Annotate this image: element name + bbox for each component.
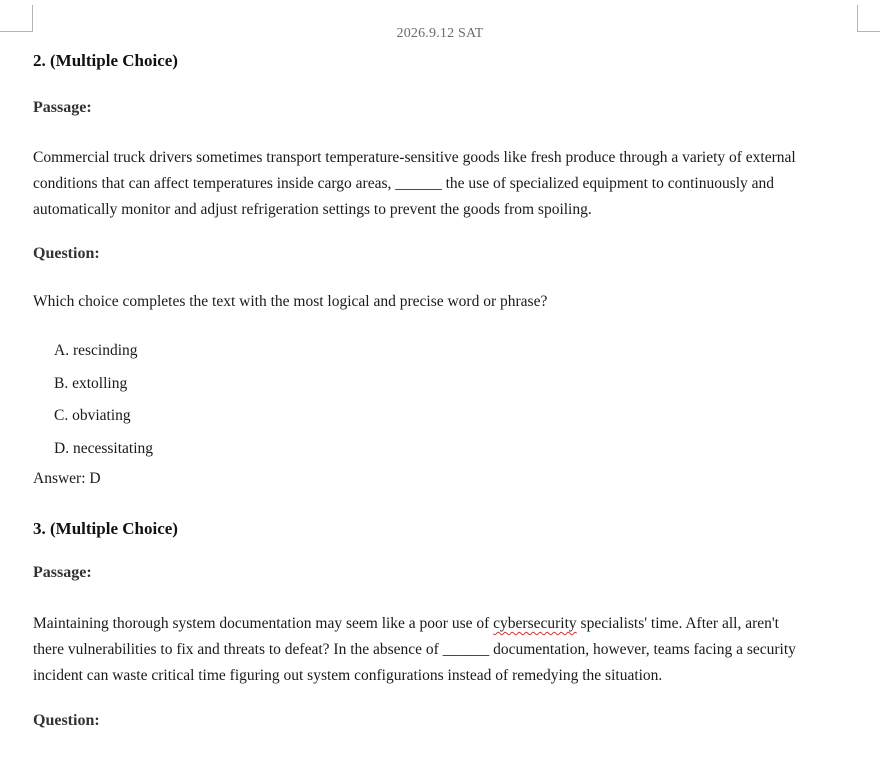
passage-text [33,145,863,223]
option-b: B. extolling [54,374,128,392]
question-label: Question: [33,712,100,729]
question-label: Question: [33,245,100,262]
option-a: A. rescinding [54,342,138,359]
answer-key: Answer: D [33,470,101,487]
passage-label: Passage: [33,99,92,116]
question-text: Which choice completes the text with the most logical and precise word or phrase? [33,293,548,310]
answer-options [33,335,863,465]
question-title: 2. (Multiple Choice) [33,51,178,70]
passage-label: Passage: [33,564,92,581]
passage-text-segment: specialists' time. After all, aren't [576,615,779,632]
passage-line: incident can waste critical time figuring out system configurations instead of remedying the situation. [33,667,663,684]
passage-line: there vulnerabilities to fix and threats to defeat? In the absence of ______ documentation, however, teams facing a security [33,641,796,658]
passage-line: conditions that can affect temperatures inside cargo areas, ______ the use of specialized equipment to continuously and [33,175,775,192]
option-d: D. necessitating [54,439,154,457]
passage-line: automatically monitor and adjust refrigeration settings to prevent the goods from spoiling. [33,201,592,218]
document-body [33,50,863,731]
passage-line: Commercial truck drivers sometimes transport temperature-sensitive goods like fresh produce through a variety of external [33,149,796,166]
option-c: C. obviating [54,407,131,424]
passage-line [33,611,863,637]
passage-text-segment: Maintaining thorough system documentation may seem like a poor use of [33,615,494,632]
question-title: 3. (Multiple Choice) [33,519,178,538]
spellcheck-flagged-word[interactable]: cybersecurity [493,615,577,632]
page-header-date: 2026.9.12 SAT [396,26,484,41]
passage-text [33,611,863,689]
